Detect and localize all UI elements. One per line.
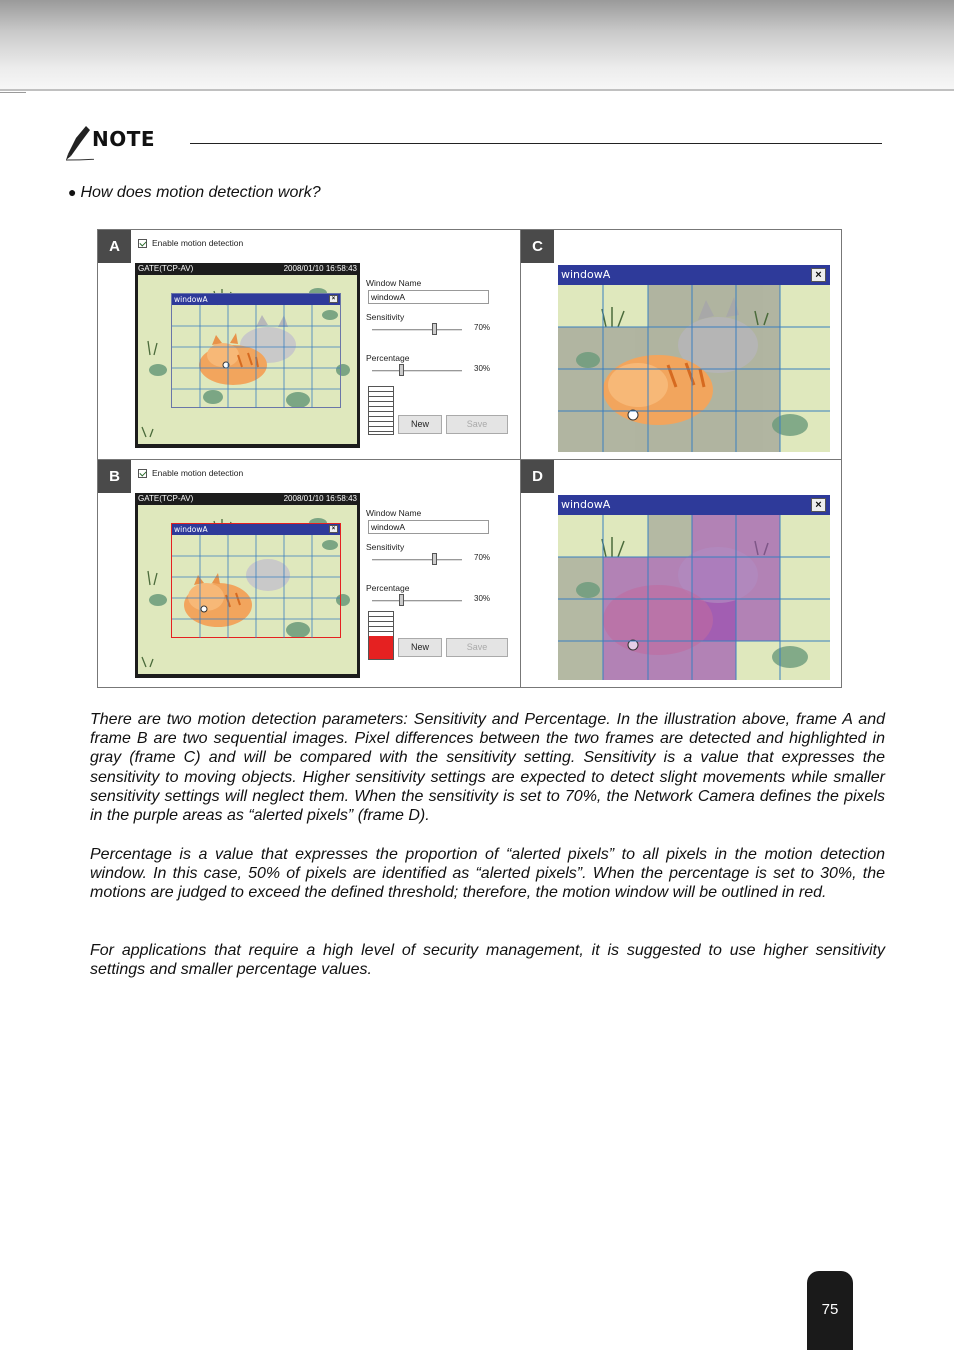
- percentage-slider[interactable]: [372, 370, 462, 372]
- camera-view: [135, 263, 360, 448]
- percentage-value: 30%: [474, 364, 491, 373]
- detection-grid: [558, 515, 830, 680]
- paragraph-recommendation: For applications that require a high level of security management, it is suggested to use higher sensitivity settings and smaller percentage values.: [90, 942, 885, 979]
- pen-icon: [64, 124, 94, 162]
- enable-motion-checkbox[interactable]: [138, 469, 147, 478]
- panel-a: [98, 230, 520, 459]
- motion-detection-figure: [97, 229, 842, 688]
- motion-window-title: windowA: [172, 524, 340, 535]
- sensitivity-label: Sensitivity: [366, 312, 405, 322]
- camera-name: GATE(TCP-AV): [138, 264, 194, 273]
- enable-motion-row: [138, 468, 243, 478]
- panel-c: [521, 230, 841, 459]
- motion-window[interactable]: [171, 293, 341, 408]
- camera-name: GATE(TCP-AV): [138, 494, 194, 503]
- header-rule: [0, 89, 954, 91]
- enable-motion-row: [138, 238, 243, 248]
- page-number-tab: [807, 1271, 853, 1350]
- camera-view: [135, 493, 360, 678]
- camera-status-bar: [135, 493, 360, 504]
- page-number: 75: [821, 1301, 839, 1318]
- bullet-icon: ●: [68, 184, 77, 200]
- motion-window[interactable]: [558, 265, 830, 452]
- motion-window[interactable]: [558, 495, 830, 680]
- camera-image: [138, 505, 357, 674]
- question-text: How does motion detection work?: [80, 184, 321, 201]
- save-button[interactable]: Save: [446, 638, 508, 657]
- motion-window-title: windowA: [172, 294, 340, 305]
- panel-label-d: D: [521, 460, 554, 493]
- percentage-slider-handle[interactable]: [399, 594, 404, 606]
- sensitivity-slider[interactable]: [372, 329, 462, 331]
- panel-label-b: B: [98, 460, 131, 493]
- detection-grid: [172, 535, 340, 638]
- motion-window[interactable]: [171, 523, 341, 638]
- alert-level-meter: [368, 611, 394, 660]
- window-name-label: Window Name: [366, 278, 422, 288]
- camera-timestamp: 2008/01/10 16:58:43: [283, 494, 357, 503]
- percentage-label: Percentage: [366, 353, 410, 363]
- enable-motion-label: Enable motion detection: [152, 468, 244, 478]
- camera-status-bar: [135, 263, 360, 274]
- alert-frame: [558, 495, 830, 680]
- panel-label-a: A: [98, 230, 131, 263]
- sensitivity-value: 70%: [474, 323, 491, 332]
- alert-level-meter: [368, 386, 394, 435]
- sensitivity-label: Sensitivity: [366, 542, 405, 552]
- close-icon[interactable]: ×: [329, 525, 338, 533]
- camera-timestamp: 2008/01/10 16:58:43: [283, 264, 357, 273]
- paragraph-percentage: Percentage is a value that expresses the proportion of “alerted pixels” to all pixels in the motion detection window. In this case, 50% of pixels are identified as “alerted pixels”. When the percentage is set to 30%, the motions are judged to exceed the defined threshold; therefore, the motion window will be outlined in red.: [90, 846, 885, 902]
- alert-level-fill: [369, 636, 393, 660]
- sensitivity-slider-handle[interactable]: [432, 323, 437, 335]
- header-rule-accent: [0, 92, 26, 93]
- paragraph-parameters: There are two motion detection parameters: Sensitivity and Percentage. In the illustration above, frame A and frame B are two sequential images. Pixel differences between the two frames are detected and highlighted in gray (frame C) and will be compared with the sensitivity setting. Sensitivity is a value that expresses the sensitivity to moving objects. Higher sensitivity settings are expected to detect slight movements while smaller sensitivity settings will neglect them. When the sensitivity is set to 70%, the Network Camera defines the pixels in the purple areas as “alerted pixels” (frame D).: [90, 711, 885, 825]
- window-name-input[interactable]: windowA: [368, 290, 489, 304]
- sensitivity-value: 70%: [474, 553, 491, 562]
- new-button[interactable]: New: [398, 415, 442, 434]
- close-icon[interactable]: ×: [811, 498, 826, 512]
- camera-image: [138, 275, 357, 444]
- window-name-label: Window Name: [366, 508, 422, 518]
- percentage-label: Percentage: [366, 583, 410, 593]
- close-icon[interactable]: ×: [811, 268, 826, 282]
- note-rule: [190, 143, 882, 144]
- percentage-value: 30%: [474, 594, 491, 603]
- enable-motion-checkbox[interactable]: [138, 239, 147, 248]
- panel-b: [98, 460, 520, 687]
- panel-d: [521, 460, 841, 687]
- percentage-slider[interactable]: [372, 600, 462, 602]
- detection-grid: [172, 305, 340, 408]
- panel-label-c: C: [521, 230, 554, 263]
- close-icon[interactable]: ×: [329, 295, 338, 303]
- difference-frame: [558, 265, 830, 452]
- percentage-slider-handle[interactable]: [399, 364, 404, 376]
- note-heading: [64, 124, 194, 162]
- enable-motion-label: Enable motion detection: [152, 238, 244, 248]
- question: [68, 184, 321, 202]
- motion-window-title: windowA: [558, 265, 830, 285]
- note-title: NOTE: [92, 127, 156, 151]
- motion-window-title: windowA: [558, 495, 830, 515]
- sensitivity-slider-handle[interactable]: [432, 553, 437, 565]
- header-band: [0, 0, 954, 90]
- window-name-input[interactable]: windowA: [368, 520, 489, 534]
- detection-grid: [558, 285, 830, 452]
- sensitivity-slider[interactable]: [372, 559, 462, 561]
- save-button[interactable]: Save: [446, 415, 508, 434]
- new-button[interactable]: New: [398, 638, 442, 657]
